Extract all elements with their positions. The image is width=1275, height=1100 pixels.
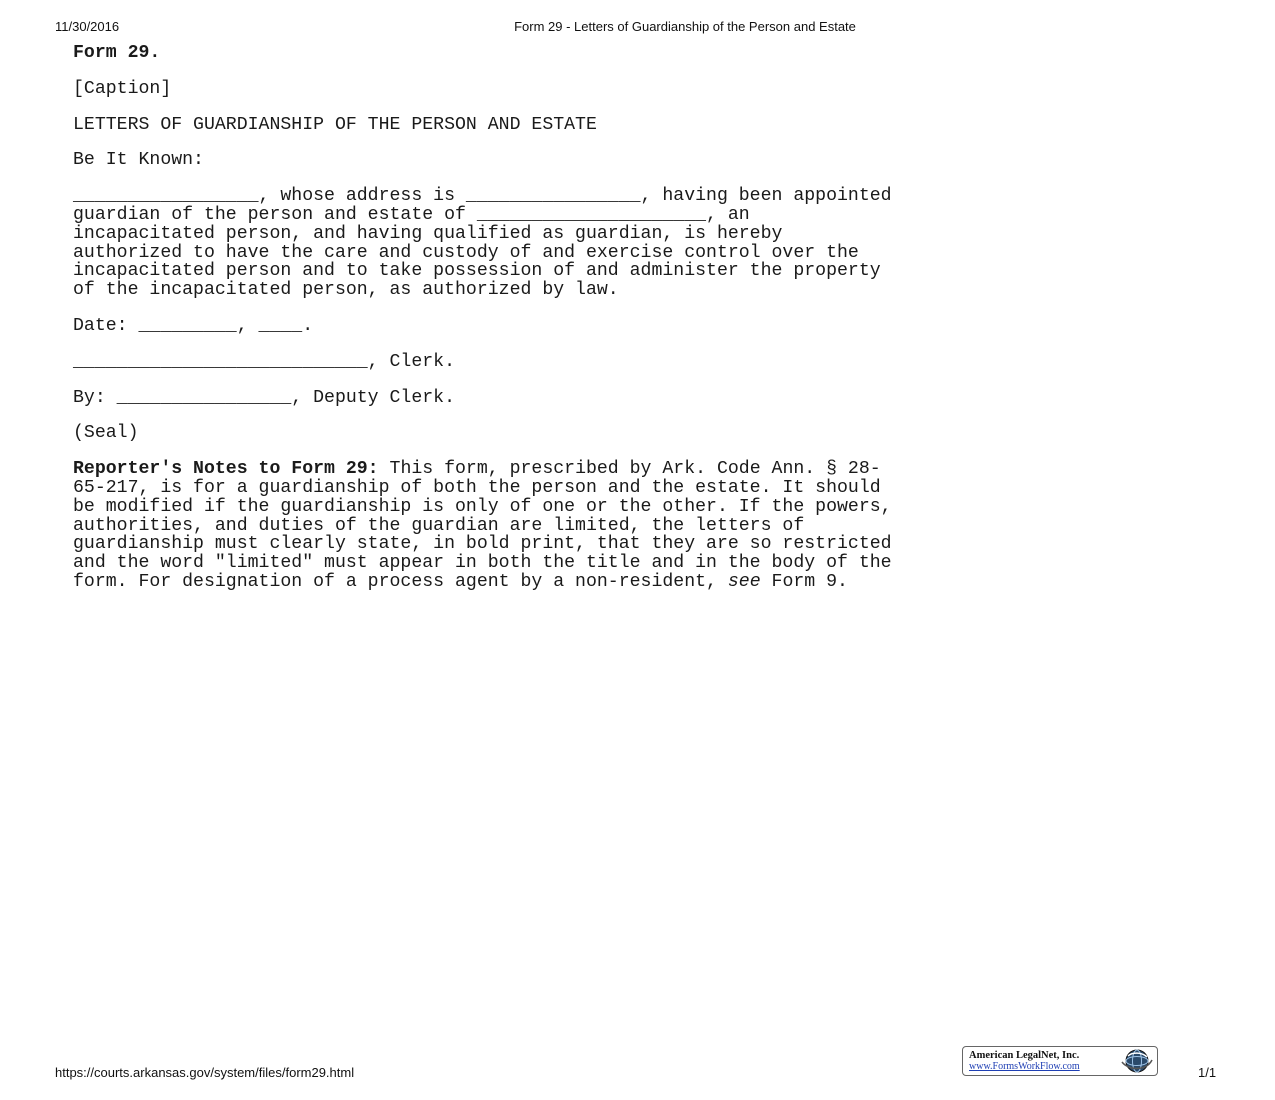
document-heading: LETTERS OF GUARDIANSHIP OF THE PERSON AND ESTATE — [73, 114, 597, 135]
notes-line: Form 9. — [760, 571, 848, 592]
caption: [Caption] — [73, 78, 172, 99]
notes-line: form. For designation of a process agent by a non-resident, — [73, 571, 728, 592]
paragraph-line: authorized to have the care and custody of and exercise control over the — [73, 242, 859, 263]
deputy-clerk-line: By: ________________, Deputy Clerk. — [73, 387, 455, 408]
appointment-paragraph — [73, 187, 1213, 300]
print-date: 11/30/2016 — [55, 19, 120, 34]
notes-line: be modified if the guardianship is only of one or the other. If the powers, — [73, 496, 892, 517]
date-line: Date: _________, ____. — [73, 315, 314, 336]
document-body — [73, 44, 1213, 609]
print-title: Form 29 - Letters of Guardianship of the Person and Estate — [514, 19, 856, 34]
page-number: 1/1 — [1198, 1065, 1217, 1080]
form-label: Form 29. — [73, 43, 161, 63]
paragraph-line: of the incapacitated person, as authorized by law. — [73, 280, 619, 301]
source-url: https://courts.arkansas.gov/system/files/form29.html — [55, 1065, 355, 1080]
globe-icon — [1120, 1048, 1154, 1074]
logo-company-name: American LegalNet, Inc. — [969, 1050, 1080, 1061]
notes-line: authorities, and duties of the guardian are limited, the letters of — [73, 515, 805, 536]
reporters-notes — [73, 460, 1213, 592]
paragraph-line: incapacitated person, and having qualified as guardian, is hereby — [73, 223, 783, 244]
be-it-known: Be It Known: — [73, 150, 204, 171]
notes-line: guardianship must clearly state, in bold print, that they are so restricted — [73, 534, 892, 555]
notes-line: and the word "limited" must appear in both the title and in the body of the — [73, 553, 892, 574]
notes-label: Reporter's Notes to Form 29: — [73, 459, 379, 480]
clerk-signature-line: ___________________________, Clerk. — [73, 351, 455, 372]
notes-line: 65-217, is for a guardianship of both the person and the estate. It should — [73, 477, 881, 498]
paragraph-line: incapacitated person and to take possession of and administer the property — [73, 261, 881, 282]
american-legalnet-logo[interactable] — [962, 1046, 1158, 1076]
seal: (Seal) — [73, 423, 139, 444]
see-reference: see — [727, 571, 761, 592]
paragraph-line: guardian of the person and estate of _____________________, an — [73, 204, 750, 225]
logo-url-link[interactable]: www.FormsWorkFlow.com — [969, 1061, 1080, 1072]
notes-line: This form, prescribed by Ark. Code Ann. § 28- — [378, 459, 881, 480]
paragraph-line: _________________, whose address is ________________, having been appointed — [73, 186, 892, 207]
